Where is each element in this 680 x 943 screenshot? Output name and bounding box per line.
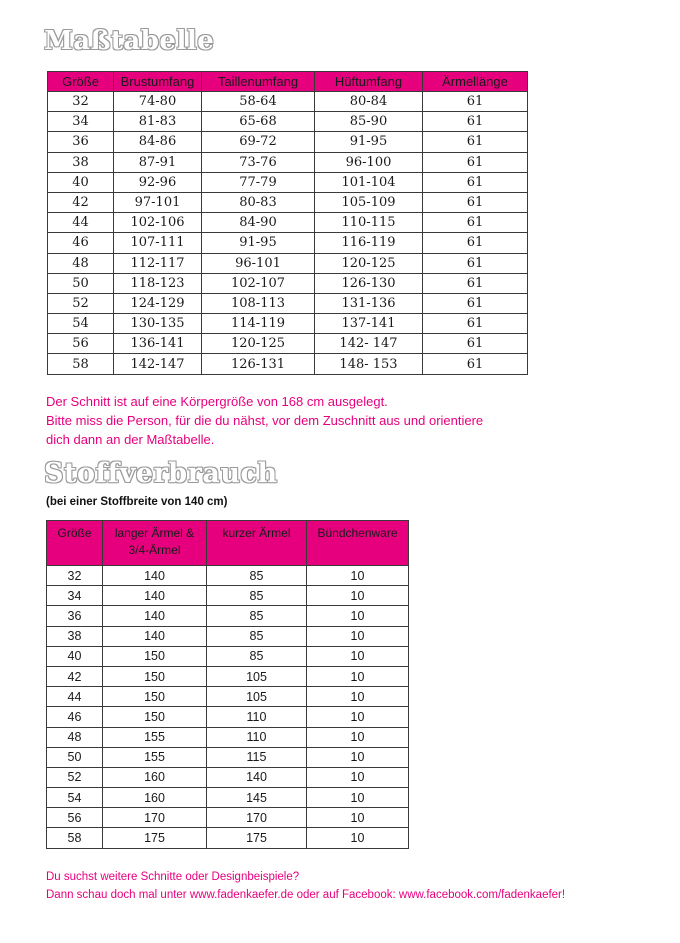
fabric-table-cell: 145 bbox=[207, 788, 307, 808]
fabric-table-cell: 10 bbox=[307, 566, 409, 586]
size-table-cell: 130-135 bbox=[114, 314, 202, 334]
size-table-cell: 124-129 bbox=[114, 293, 202, 313]
fabric-table-cell: 105 bbox=[207, 687, 307, 707]
size-table bbox=[47, 71, 528, 375]
size-table-row bbox=[48, 112, 528, 132]
fabric-table-cell: 56 bbox=[47, 808, 103, 828]
size-table-cell: 112-117 bbox=[114, 253, 202, 273]
size-table-cell: 126-131 bbox=[202, 354, 315, 374]
size-table-cell: 137-141 bbox=[315, 314, 423, 334]
size-table-cell: 69-72 bbox=[202, 132, 315, 152]
size-table-cell: 73-76 bbox=[202, 152, 315, 172]
fabric-table-row bbox=[47, 566, 409, 586]
fabric-table-cell: 175 bbox=[103, 828, 207, 848]
size-table-header-row bbox=[48, 72, 528, 92]
size-table-cell: 36 bbox=[48, 132, 114, 152]
fabric-table-cell: 36 bbox=[47, 606, 103, 626]
size-table-cell: 91-95 bbox=[202, 233, 315, 253]
size-table-cell: 118-123 bbox=[114, 273, 202, 293]
size-table-cell: 101-104 bbox=[315, 172, 423, 192]
fabric-table-cell: 155 bbox=[103, 727, 207, 747]
fabric-table-row bbox=[47, 788, 409, 808]
fabric-table-cell: 10 bbox=[307, 606, 409, 626]
fabric-table-cell: 34 bbox=[47, 586, 103, 606]
note-line-3: dich dann an der Maßtabelle. bbox=[46, 432, 215, 447]
size-table-header-cell: Brustumfang bbox=[114, 72, 202, 92]
fabric-table-row bbox=[47, 626, 409, 646]
size-table-cell: 58 bbox=[48, 354, 114, 374]
fabric-table-cell: 46 bbox=[47, 707, 103, 727]
size-table-cell: 96-101 bbox=[202, 253, 315, 273]
size-table-cell: 61 bbox=[423, 334, 528, 354]
size-table-cell: 34 bbox=[48, 112, 114, 132]
fabric-table-cell: 10 bbox=[307, 707, 409, 727]
fabric-table-cell: 160 bbox=[103, 788, 207, 808]
size-table-row bbox=[48, 213, 528, 233]
fabric-table-header-row bbox=[47, 521, 409, 566]
size-table-cell: 87-91 bbox=[114, 152, 202, 172]
fabric-table-cell: 115 bbox=[207, 747, 307, 767]
fabric-table-cell: 32 bbox=[47, 566, 103, 586]
fabric-table-cell: 10 bbox=[307, 788, 409, 808]
fabric-table-cell: 38 bbox=[47, 626, 103, 646]
fabric-table-body bbox=[47, 566, 409, 849]
size-table-cell: 120-125 bbox=[202, 334, 315, 354]
fabric-table-cell: 155 bbox=[103, 747, 207, 767]
fabric-table-cell: 85 bbox=[207, 626, 307, 646]
fabric-table-row bbox=[47, 586, 409, 606]
size-table-cell: 32 bbox=[48, 92, 114, 112]
size-table-row bbox=[48, 233, 528, 253]
fabric-table-cell: 110 bbox=[207, 707, 307, 727]
size-table-cell: 61 bbox=[423, 233, 528, 253]
size-table-title: Maßtabelle bbox=[44, 26, 215, 56]
size-table-cell: 81-83 bbox=[114, 112, 202, 132]
fabric-table-cell: 52 bbox=[47, 767, 103, 787]
size-table-cell: 61 bbox=[423, 112, 528, 132]
fabric-table-cell: 10 bbox=[307, 727, 409, 747]
size-table-cell: 114-119 bbox=[202, 314, 315, 334]
fabric-table-cell: 140 bbox=[103, 586, 207, 606]
size-table-cell: 91-95 bbox=[315, 132, 423, 152]
fabric-table-cell: 150 bbox=[103, 707, 207, 727]
size-table-header-cell: Hüftumfang bbox=[315, 72, 423, 92]
size-table-cell: 102-106 bbox=[114, 213, 202, 233]
fabric-table bbox=[46, 520, 409, 849]
fabric-table-cell: 48 bbox=[47, 727, 103, 747]
footer-line-2: Dann schau doch mal unter www.fadenkaefer.de oder auf Facebook: www.facebook.com/fadenkaefer! bbox=[46, 889, 566, 901]
fabric-table-row bbox=[47, 727, 409, 747]
size-table-row bbox=[48, 152, 528, 172]
size-table-cell: 61 bbox=[423, 314, 528, 334]
fabric-table-row bbox=[47, 687, 409, 707]
fabric-table-cell: 40 bbox=[47, 646, 103, 666]
fabric-table-cell: 10 bbox=[307, 687, 409, 707]
fabric-table-cell: 50 bbox=[47, 747, 103, 767]
size-table-cell: 110-115 bbox=[315, 213, 423, 233]
size-table-cell: 48 bbox=[48, 253, 114, 273]
size-table-cell: 107-111 bbox=[114, 233, 202, 253]
size-table-cell: 50 bbox=[48, 273, 114, 293]
fabric-table-cell: 10 bbox=[307, 666, 409, 686]
fabric-table-header-cell: langer Ärmel & 3/4-Ärmel bbox=[103, 521, 207, 566]
size-table-cell: 120-125 bbox=[315, 253, 423, 273]
fabric-table-cell: 140 bbox=[207, 767, 307, 787]
fabric-table-cell: 150 bbox=[103, 646, 207, 666]
size-table-cell: 131-136 bbox=[315, 293, 423, 313]
size-table-row bbox=[48, 273, 528, 293]
size-table-cell: 97-101 bbox=[114, 192, 202, 212]
size-table-cell: 61 bbox=[423, 172, 528, 192]
size-table-cell: 80-83 bbox=[202, 192, 315, 212]
size-table-row bbox=[48, 334, 528, 354]
fabric-table-row bbox=[47, 666, 409, 686]
size-table-cell: 105-109 bbox=[315, 192, 423, 212]
size-table-cell: 80-84 bbox=[315, 92, 423, 112]
size-table-cell: 148- 153 bbox=[315, 354, 423, 374]
size-table-cell: 136-141 bbox=[114, 334, 202, 354]
size-table-cell: 126-130 bbox=[315, 273, 423, 293]
fabric-table-cell: 85 bbox=[207, 606, 307, 626]
size-table-cell: 142-147 bbox=[114, 354, 202, 374]
size-table-cell: 58-64 bbox=[202, 92, 315, 112]
size-table-row bbox=[48, 92, 528, 112]
size-table-row bbox=[48, 253, 528, 273]
size-table-cell: 96-100 bbox=[315, 152, 423, 172]
fabric-table-header-cell: Größe bbox=[47, 521, 103, 566]
fabric-table-row bbox=[47, 747, 409, 767]
size-table-row bbox=[48, 132, 528, 152]
size-table-cell: 61 bbox=[423, 152, 528, 172]
size-table-cell: 40 bbox=[48, 172, 114, 192]
fabric-table-row bbox=[47, 707, 409, 727]
fabric-table-cell: 85 bbox=[207, 586, 307, 606]
size-table-cell: 61 bbox=[423, 132, 528, 152]
fabric-table-header-cell: kurzer Ärmel bbox=[207, 521, 307, 566]
fabric-table-cell: 150 bbox=[103, 687, 207, 707]
size-table-row bbox=[48, 293, 528, 313]
fabric-table-cell: 10 bbox=[307, 767, 409, 787]
fabric-table-subtitle: (bei einer Stoffbreite von 140 cm) bbox=[46, 496, 228, 508]
size-note bbox=[46, 392, 606, 449]
fabric-table-cell: 10 bbox=[307, 626, 409, 646]
fabric-table-row bbox=[47, 828, 409, 848]
size-table-body bbox=[48, 92, 528, 375]
size-table-cell: 46 bbox=[48, 233, 114, 253]
size-table-row bbox=[48, 314, 528, 334]
size-table-cell: 61 bbox=[423, 273, 528, 293]
fabric-table-cell: 10 bbox=[307, 646, 409, 666]
size-table-cell: 61 bbox=[423, 253, 528, 273]
size-table-cell: 74-80 bbox=[114, 92, 202, 112]
fabric-table-cell: 10 bbox=[307, 828, 409, 848]
fabric-table-cell: 160 bbox=[103, 767, 207, 787]
size-table-cell: 102-107 bbox=[202, 273, 315, 293]
size-table-cell: 38 bbox=[48, 152, 114, 172]
size-table-header-cell: Taillenumfang bbox=[202, 72, 315, 92]
fabric-table-cell: 140 bbox=[103, 566, 207, 586]
fabric-table-cell: 105 bbox=[207, 666, 307, 686]
fabric-table-cell: 85 bbox=[207, 566, 307, 586]
fabric-table-title: Stoffverbrauch bbox=[44, 458, 278, 489]
fabric-table-row bbox=[47, 646, 409, 666]
fabric-table-cell: 42 bbox=[47, 666, 103, 686]
size-table-cell: 116-119 bbox=[315, 233, 423, 253]
fabric-table-row bbox=[47, 808, 409, 828]
size-table-cell: 92-96 bbox=[114, 172, 202, 192]
size-table-cell: 84-90 bbox=[202, 213, 315, 233]
size-table-cell: 65-68 bbox=[202, 112, 315, 132]
fabric-table-cell: 10 bbox=[307, 808, 409, 828]
fabric-table-cell: 10 bbox=[307, 586, 409, 606]
size-table-cell: 61 bbox=[423, 92, 528, 112]
size-table-cell: 52 bbox=[48, 293, 114, 313]
size-table-cell: 61 bbox=[423, 354, 528, 374]
size-table-header-cell: Größe bbox=[48, 72, 114, 92]
size-table-cell: 61 bbox=[423, 213, 528, 233]
footer bbox=[46, 868, 666, 904]
size-table-cell: 61 bbox=[423, 293, 528, 313]
size-table-cell: 108-113 bbox=[202, 293, 315, 313]
size-table-row bbox=[48, 172, 528, 192]
size-table-header-cell: Ärmellänge bbox=[423, 72, 528, 92]
fabric-table-cell: 110 bbox=[207, 727, 307, 747]
fabric-table-row bbox=[47, 606, 409, 626]
size-table-row bbox=[48, 192, 528, 212]
size-table-cell: 56 bbox=[48, 334, 114, 354]
size-table-row bbox=[48, 354, 528, 374]
note-line-1: Der Schnitt ist auf eine Körpergröße von 168 cm ausgelegt. bbox=[46, 394, 388, 409]
size-table-cell: 85-90 bbox=[315, 112, 423, 132]
fabric-table-row bbox=[47, 767, 409, 787]
fabric-table-cell: 54 bbox=[47, 788, 103, 808]
fabric-table-cell: 85 bbox=[207, 646, 307, 666]
fabric-table-cell: 175 bbox=[207, 828, 307, 848]
size-table-cell: 77-79 bbox=[202, 172, 315, 192]
size-table-cell: 42 bbox=[48, 192, 114, 212]
fabric-table-cell: 140 bbox=[103, 606, 207, 626]
footer-line-1: Du suchst weitere Schnitte oder Designbeispiele? bbox=[46, 871, 300, 883]
size-table-cell: 84-86 bbox=[114, 132, 202, 152]
fabric-table-cell: 150 bbox=[103, 666, 207, 686]
fabric-table-cell: 170 bbox=[103, 808, 207, 828]
size-table-cell: 54 bbox=[48, 314, 114, 334]
fabric-table-cell: 170 bbox=[207, 808, 307, 828]
size-table-cell: 142- 147 bbox=[315, 334, 423, 354]
fabric-table-header-cell: Bündchenware bbox=[307, 521, 409, 566]
size-table-cell: 44 bbox=[48, 213, 114, 233]
note-line-2: Bitte miss die Person, für die du nähst, vor dem Zuschnitt aus und orientiere bbox=[46, 413, 484, 428]
size-table-cell: 61 bbox=[423, 192, 528, 212]
fabric-table-cell: 140 bbox=[103, 626, 207, 646]
fabric-table-cell: 58 bbox=[47, 828, 103, 848]
fabric-table-cell: 44 bbox=[47, 687, 103, 707]
fabric-table-cell: 10 bbox=[307, 747, 409, 767]
